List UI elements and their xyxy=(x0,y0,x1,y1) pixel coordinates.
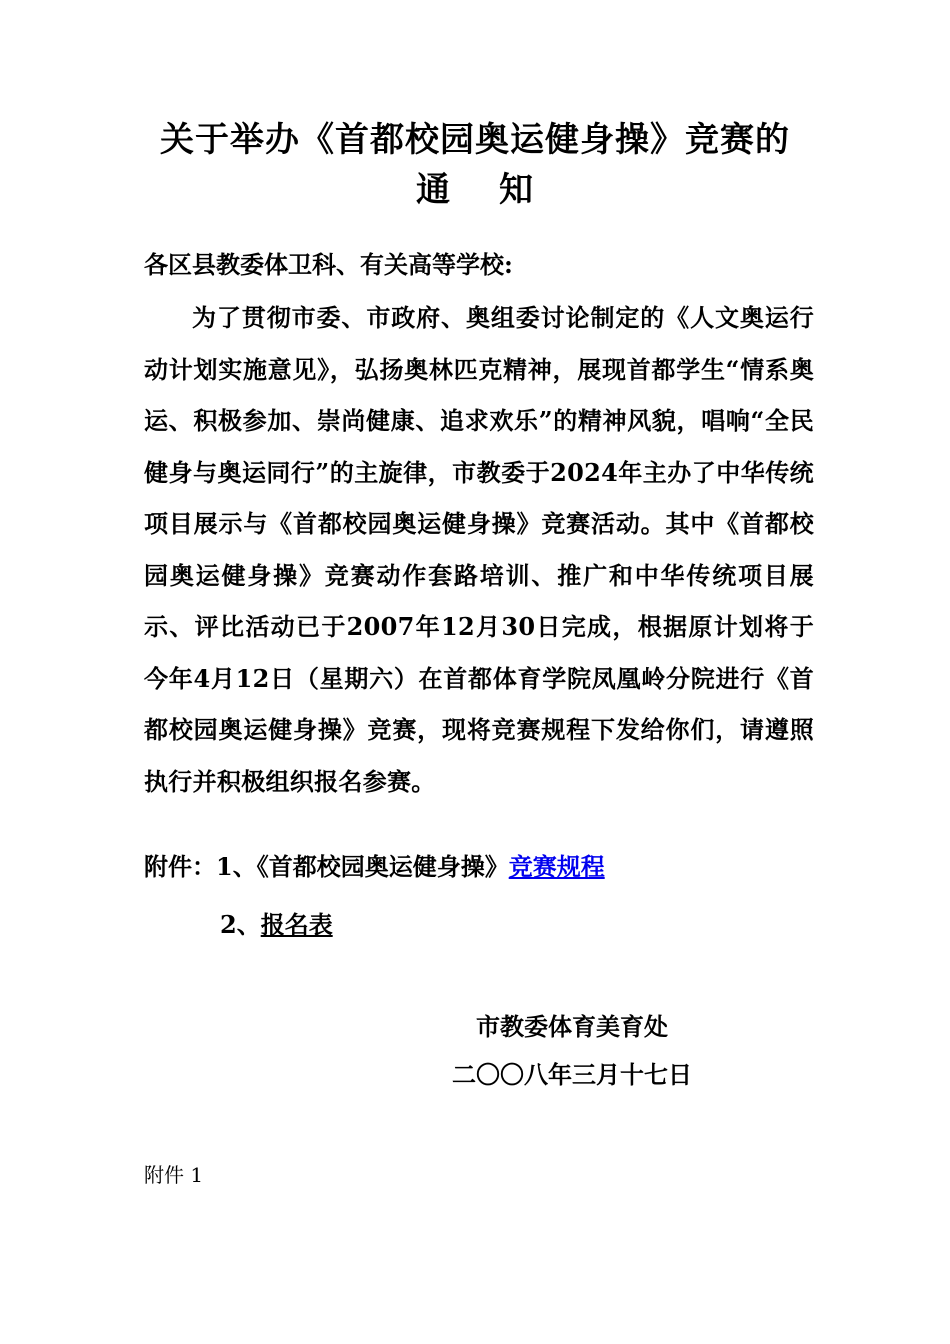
appendix-label: 附件 1 xyxy=(144,1163,204,1187)
signature-date: 二〇〇八年三月十七日 xyxy=(452,1060,692,1089)
body-paragraph: 为了贯彻市委、市政府、奥组委讨论制定的《人文奥运行动计划实施意见》，弘扬奥林匹克精神，展现首都学生“情系奥运、积极参加、崇尚健康、追求欢乐”的精神风貌，唱响“全民健身与奥运同行”的主旋律，市教委于2024年主办了中华传统项目展示与《首都校园奥运健身操》竞赛活动。其中《首都校园奥运健身操》竞赛动作套路培训、推广和中华传统项目展示、评比活动已于2007年12月30日完成，根据原计划将于今年4月12日（星期六）在首都体育学院凤凰岭分院进行《首都校园奥运健身操》竞赛，现将竞赛规程下发给你们，请遵照执行并积极组织报名参赛。 xyxy=(144,303,814,796)
document-title-line1: 关于举办《首都校园奥运健身操》竞赛的 xyxy=(160,120,790,160)
competition-rules-link[interactable]: 竞赛规程 xyxy=(508,852,605,881)
document-title-line2 xyxy=(0,166,950,214)
title-char-tong: 通 xyxy=(416,170,451,210)
salutation: 各区县教委体卫科、有关高等学校: xyxy=(144,250,513,279)
attachment-line-1 xyxy=(144,848,605,886)
signature-office: 市教委体育美育处 xyxy=(476,1012,668,1041)
attachment-line-2 xyxy=(220,906,333,944)
title-char-zhi: 知 xyxy=(499,170,534,210)
attachment-prefix: 附件：1、《首都校园奥运健身操》 xyxy=(144,852,509,881)
attachment-item2-number: 2、 xyxy=(220,910,261,939)
registration-form-link[interactable]: 报名表 xyxy=(260,910,333,939)
